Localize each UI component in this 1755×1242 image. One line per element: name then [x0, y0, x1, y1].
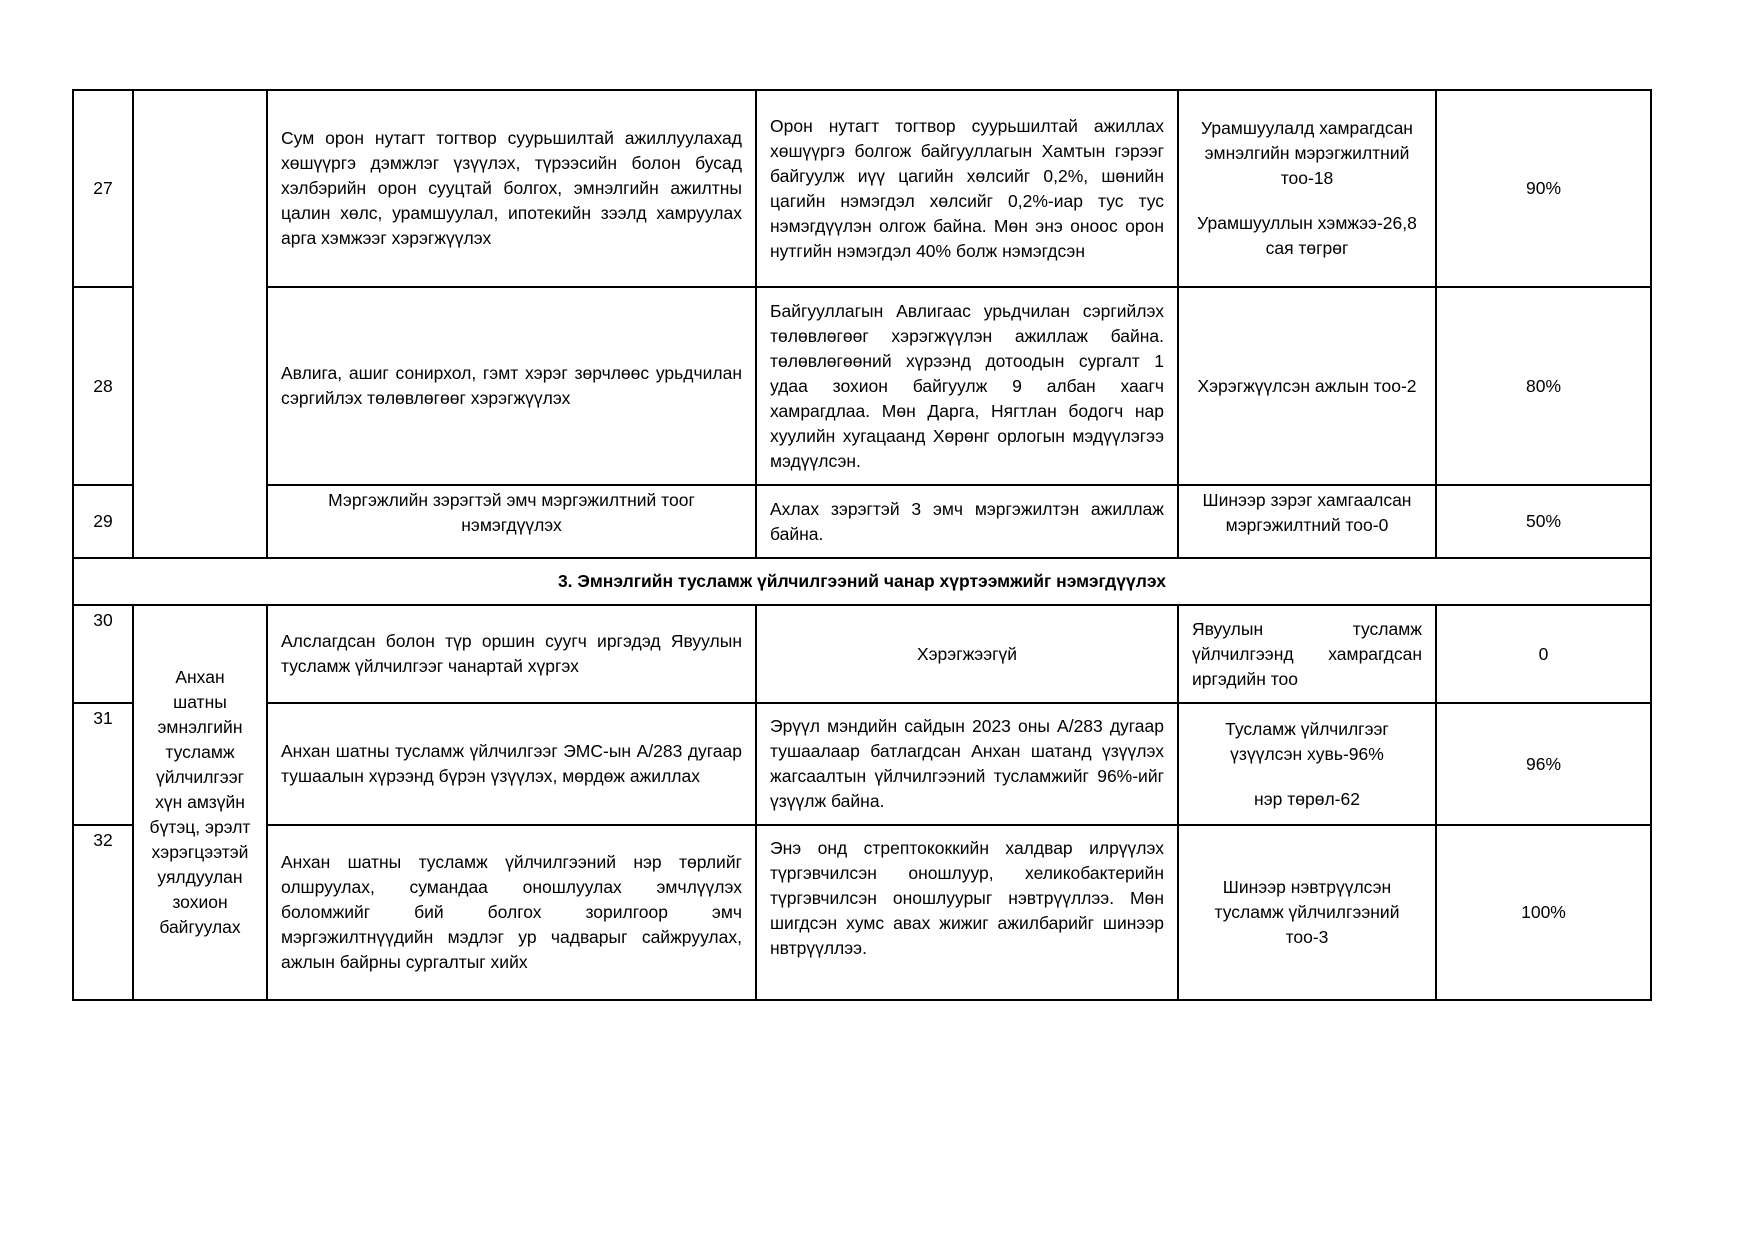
table-row-27	[73, 90, 1651, 287]
activity-cell: Анхан шатны тусламж үйлчилгээний нэр төрлийг олшруулах, сумандаа оношлуулах эмчлүүлэх боломжийг бий болгох зорилгоор эмч мэргэжилтнүүдийн мэдлэг ур чадварыг сайжруулах, ажлын байрны сургалтыг хийх	[267, 825, 756, 1000]
table-row-31	[73, 703, 1651, 825]
result-cell: Байгууллагын Авлигаас урьдчилан сэргийлэх төлөвлөгөөг хэрэгжүүлэн ажиллаж байна. төлөвлөгөөний хүрээнд дотоодын сургалт 1 удаа зохион байгуулж 9 албан хаагч хамрагдлаа. Мөн Дарга, Нягтлан бодогч нар хуулийн хугацаанд Хөрөнг орлогын мэдүүлэгээ мэдүүлсэн.	[756, 287, 1178, 485]
indicator-cell: Шинээр нэвтрүүлсэн тусламж үйлчилгээний тоо-3	[1178, 825, 1436, 1000]
result-cell: Хэрэгжээгүй	[756, 605, 1178, 703]
indicator-cell: Хэрэгжүүлсэн ажлын тоо-2	[1178, 287, 1436, 485]
row-number: 32	[73, 825, 133, 1000]
table-row-29	[73, 485, 1651, 558]
indicator-cell: Явуулын тусламж үйлчилгээнд хамрагдсан иргэдийн тоо	[1178, 605, 1436, 703]
activity-cell: Авлига, ашиг сонирхол, гэмт хэрэг зөрчлөөс урьдчилан сэргийлэх төлөвлөгөөг хэрэгжүүлэх	[267, 287, 756, 485]
percent-cell: 90%	[1436, 90, 1651, 287]
percent-cell: 80%	[1436, 287, 1651, 485]
result-cell: Орон нутагт тогтвор суурьшилтай ажиллах хөшүүргэ болгож байгууллагын Хамтын гэрээг байгуулж иүү цагийн хөлсийг 0,2%, шөнийн цагийн нэмэгдэл хөлсийг 0,2%-иар тус тус нэмэгдүүлэн олгож байна. Мөн энэ оноос орон нутгийн нэмэгдэл 40% болж нэмэгдсэн	[756, 90, 1178, 287]
percent-cell: 50%	[1436, 485, 1651, 558]
row-number: 29	[73, 485, 133, 558]
section-title: 3. Эмнэлгийн тусламж үйлчилгээний чанар хүртээмжийг нэмэгдүүлэх	[73, 558, 1651, 605]
indicator-cell: Шинээр зэрэг хамгаалсан мэргэжилтний тоо-0	[1178, 485, 1436, 558]
percent-cell: 0	[1436, 605, 1651, 703]
table-row-28	[73, 287, 1651, 485]
activity-cell: Алслагдсан болон түр оршин суугч иргэдэд Явуулын тусламж үйлчилгээг чанартай хүргэх	[267, 605, 756, 703]
row-number: 27	[73, 90, 133, 287]
result-cell: Ахлах зэрэгтэй 3 эмч мэргэжилтэн ажиллаж байна.	[756, 485, 1178, 558]
table-row-30	[73, 605, 1651, 703]
side-label-empty	[133, 90, 267, 558]
activity-cell: Анхан шатны тусламж үйлчилгээг ЭМС-ын А/283 дугаар тушаалын хүрээнд бүрэн үзүүлэх, мөрдөж ажиллах	[267, 703, 756, 825]
indicator-text-a: Тусламж үйлчилгээг үзүүлсэн хувь-96%	[1225, 718, 1389, 764]
result-cell: Эрүүл мэндийн сайдын 2023 оны А/283 дугаар тушаалаар батлагдсан Анхан шатанд үзүүлэх жагсаалтын үйлчилгээний тусламжийг 96%-ийг үзүүлж байна.	[756, 703, 1178, 825]
activity-cell: Сум орон нутагт тогтвор суурьшилтай ажиллуулахад хөшүүргэ дэмжлэг үзүүлэх, түрээсийн болон бусад хэлбэрийн орон сууцтай болгох, эмнэлгийн ажилтны цалин хөлс, урамшуулал, ипотекийн зээлд хамруулах арга хэмжээг хэрэгжүүлэх	[267, 90, 756, 287]
table-row-32	[73, 825, 1651, 1000]
report-table	[72, 89, 1652, 1001]
result-cell: Энэ онд стрептококкийн халдвар илрүүлэх түргэвчилсэн оношлуур, хеликобактерийн түргэвчилсэн оношлуурыг нэвтрүүллээ. Мөн шигдсэн хумс авах жижиг ажилбарийг шинээр нвтрүүллээ.	[756, 825, 1178, 1000]
row-number: 30	[73, 605, 133, 703]
row-number: 28	[73, 287, 133, 485]
percent-cell: 100%	[1436, 825, 1651, 1000]
indicator-cell	[1178, 90, 1436, 287]
indicator-cell	[1178, 703, 1436, 825]
percent-cell: 96%	[1436, 703, 1651, 825]
side-label: Анхан шатны эмнэлгийн тусламж үйлчилгээг хүн амзүйн бүтэц, эрэлт хэрэгцээтэй уялдуулан зохион байгуулах	[133, 605, 267, 1000]
indicator-text-b: нэр төрөл-62	[1254, 788, 1360, 809]
indicator-text-a: Урамшуулалд хамрагдсан эмнэлгийн мэрэгжилтний тоо-18	[1201, 118, 1413, 188]
activity-cell: Мэргэжлийн зэрэгтэй эмч мэргэжилтний тоог нэмэгдүүлэх	[267, 485, 756, 558]
section-row	[73, 558, 1651, 605]
row-number: 31	[73, 703, 133, 825]
indicator-text-b: Урамшууллын хэмжээ-26,8 сая төгрөг	[1197, 213, 1417, 258]
